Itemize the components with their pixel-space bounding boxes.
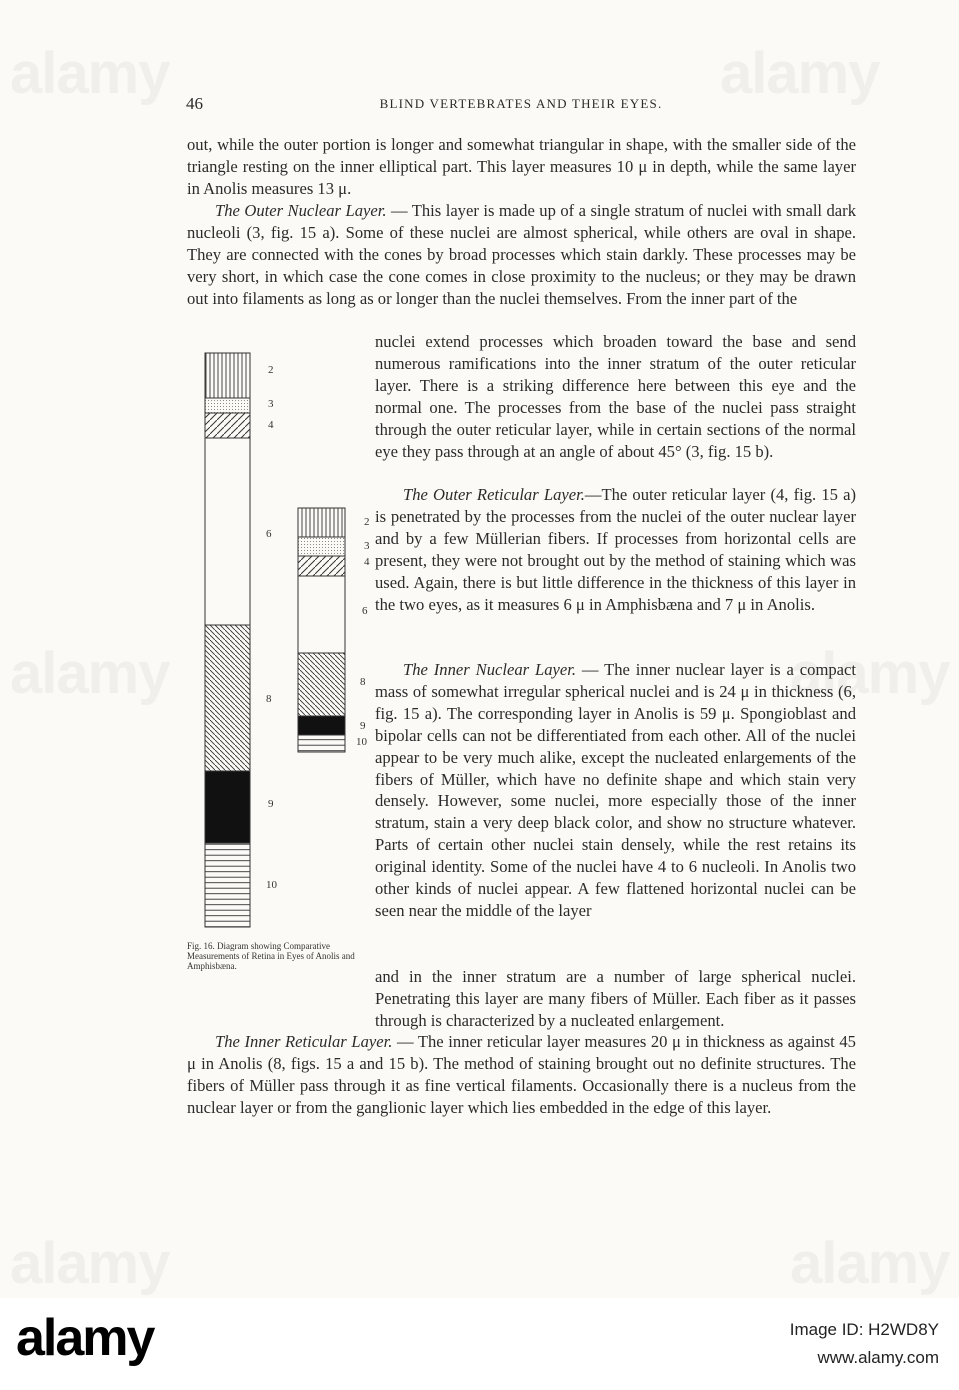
anolis-layer-9	[205, 771, 250, 843]
amphisbaena-layer-9	[298, 716, 345, 735]
paragraph-intro: out, while the outer portion is longer and somewhat triangular in shape, with the smaller side of the triangle resting on the inner elliptical part. This layer measures 10 μ in depth, while the same layer in Anolis measures 13 μ.	[187, 135, 856, 198]
anolis-label-4: 4	[268, 419, 274, 431]
paragraph-inner-reticular: The Inner Reticular Layer. — The inner reticular layer measures 20 μ in thickness as against 45 μ in Anolis (8, figs. 15 a and 15 b). The method of staining brought out no definite structures. The fibers of Müller pass through it as fine vertical filaments. Occasionally there is a nucleus from the nuclear layer or from the ganglionic layer which lies embedded in the edge of this layer.	[187, 1032, 856, 1117]
anolis-label-10: 10	[266, 879, 277, 891]
amphisbaena-label-9: 9	[360, 720, 366, 732]
amphisbaena-layer-3	[298, 537, 345, 556]
anolis-layer-3	[205, 398, 250, 413]
anolis-column	[205, 353, 250, 927]
anolis-layer-6	[205, 438, 250, 625]
heading-inner-nuclear: The Inner Nuclear Layer.	[403, 660, 577, 679]
amphisbaena-column	[298, 508, 345, 752]
stock-footer	[0, 1298, 959, 1390]
amphisbaena-layer-6	[298, 576, 345, 653]
amphisbaena-label-8: 8	[360, 676, 366, 688]
amphisbaena-label-3: 3	[364, 540, 370, 552]
amphisbaena-layer-4	[298, 556, 345, 576]
anolis-layer-4	[205, 413, 250, 438]
paragraph-inner-nuclear: The Inner Nuclear Layer. — The inner nuclear layer is a compact mass of somewhat irregular spherical nuclei and is 24 μ in thickness (6, fig. 15 a). The corresponding layer in Anolis is 59 μ. Spongioblast and bipolar cells can not be differentiated from each other. All of the nuclei appear to be very much alike, except the nucleated enlargements of the fibers of Müller, which have no definite shape and which stain very densely. However, some nuclei, more especially those of the inner stratum, stain a very deep black color, and show no structure whatever. Parts of certain other nuclei stain densely, while the rest retains its original identity. Some of the nuclei have 4 to 6 nucleoli. In Anolis two other kinds of nuclei appear. A few flattened horizontal nuclei can be seen near the middle of the layer	[375, 660, 856, 920]
anolis-layer-10	[205, 843, 250, 927]
anolis-label-3: 3	[268, 398, 274, 410]
book-page: alamy alamy alamy alamy alamy alamy 46 BLIND VERTEBRATES AND THEIR EYES. out, while the outer portion is longer and somewhat triangular in shape, with the smaller side of the triangle resting on the inner elliptical part. This layer measures 10 μ in depth, while the same layer in Anolis measures 13 μ. The Outer Nuclear Layer. — This layer is made up of a single stratum of nuclei with small dark nucleoli (3, fig. 15 a). Some of these nuclei are almost spherical, while others are oval in shape. They are connected with the cones by broad processes which stain darkly. These processes may be very short, in which case the cone comes in close proximity to the nucleus; or they may be drawn out into filaments as long as or longer than the nuclei themselves. From the inner part of the nuclei extend processes which broaden toward the base and send numerous ramifications into the inner stratum of the outer reticular layer. There is a striking difference here between this eye and the normal one. The processes from the base of the nuclei pass straight through the outer reticular layer, while in certain sections of the normal eye they pass through at an angle of about 45° (3, fig. 15 b). The Outer Reticular Layer.—The outer reticular layer (4, fig. 15 a) is penetrated by the processes from the nuclei of the outer nuclear layer and by a few Müllerian fibers. If processes from horizontal cells are present, they were not brought out by the method of staining which was used. Again, there is but little difference in the thickness of this layer in the two eyes, as it measures 6 μ in Amphisbæna and 7 μ in Anolis. The Inner Nuclear Layer. — The inner nuclear layer is a compact mass of somewhat irregular spherical nuclei and is 24 μ in thickness (6, fig. 15 a). The corresponding layer in Anolis is 59 μ. Spongioblast and bipolar cells can not be differentiated from each other. All of the nuclei appear to be very much alike, except the nucleated enlargements of the fibers of Müller, which have no definite shape and which stain very densely. However, some nuclei, more especially those of the inner stratum, stain a very deep black color, and show no structure whatever. Parts of certain other nuclei stain densely, while the rest retains its original identity. Some of the nuclei have 4 to 6 nucleoli. In Anolis two other kinds of nuclei appear. A few flattened horizontal nuclei can be seen near the middle of the layer and in the inner stratum are a number of large spherical nuclei. Penetrating this layer are many fibers of Müller. Each fiber as it passes through is characterized by a nucleated enlargement. The Inner Reticular Layer. — The inner reticular layer measures 20 μ in thickness as against 45 μ in Anolis (8, figs. 15 a and 15 b). The method of staining brought out no definite structures. The fibers of Müller pass through it as fine vertical filaments. Occasionally there is a nucleus from the nuclear layer or from the ganglionic layer which lies embedded in the edge of this layer. 2 3 4 6 8 9 10 2 3 4 6 8 9 10 Fig. 16. Diagram showing Comparative Measurements of Retina in Eyes of Anolis and Amphisbæna.	[0, 0, 959, 1298]
page-header	[186, 94, 856, 116]
anolis-label-2: 2	[268, 364, 274, 376]
paragraph-outer-nuclear-continued: nuclei extend processes which broaden toward the base and send numerous ramifications into the inner stratum of the outer reticular layer. There is a striking difference here between this eye and the normal one. The processes from the base of the nuclei pass straight through the outer reticular layer, while in certain sections of the normal eye they pass through at an angle of about 45° (3, fig. 15 b).	[375, 332, 856, 461]
alamy-logo[interactable]: alamy	[16, 1309, 154, 1367]
image-id: Image ID: H2WD8Y	[789, 1320, 939, 1339]
paragraph-outer-reticular: The Outer Reticular Layer.—The outer reticular layer (4, fig. 15 a) is penetrated by the processes from the nuclei of the outer nuclear layer and by a few Müllerian fibers. If processes from horizontal cells are present, they were not brought out by the method of staining which was used. Again, there is but little difference in the thickness of this layer in the two eyes, as it measures 6 μ in Amphisbæna and 7 μ in Anolis.	[375, 485, 856, 614]
amphisbaena-layer-10	[298, 735, 345, 752]
amphisbaena-label-2: 2	[364, 516, 370, 528]
amphisbaena-label-10: 10	[356, 736, 367, 748]
anolis-layer-8	[205, 625, 250, 771]
anolis-layer-2	[205, 353, 250, 398]
amphisbaena-label-4: 4	[364, 556, 370, 568]
heading-outer-nuclear: The Outer Nuclear Layer.	[215, 201, 387, 220]
heading-inner-reticular: The Inner Reticular Layer.	[215, 1032, 393, 1051]
anolis-label-9: 9	[268, 798, 274, 810]
figure-caption: Fig. 16. Diagram showing Comparative Measurements of Retina in Eyes of Anolis and Amphisbæna.	[187, 941, 355, 971]
page-number: 46	[186, 94, 203, 113]
amphisbaena-label-6: 6	[362, 605, 368, 617]
anolis-label-8: 8	[266, 693, 272, 705]
paragraph-outer-nuclear: The Outer Nuclear Layer. — This layer is made up of a single stratum of nuclei with small dark nucleoli (3, fig. 15 a). Some of these nuclei are almost spherical, while others are oval in shape. They are connected with the cones by broad processes which stain darkly. These processes may be very short, in which case the cone comes in close proximity to the nucleus; or they may be drawn out into filaments as long as or longer than the nuclei themselves. From the inner part of the	[187, 201, 856, 308]
alamy-url[interactable]: www.alamy.com	[817, 1348, 939, 1367]
paragraph-inner-nuclear-continued: and in the inner stratum are a number of large spherical nuclei. Penetrating this layer are many fibers of Müller. Each fiber as it passes through is characterized by a nucleated enlargement.	[375, 967, 856, 1030]
running-title: BLIND VERTEBRATES AND THEIR EYES.	[379, 96, 663, 111]
anolis-label-6: 6	[266, 528, 272, 540]
amphisbaena-layer-2	[298, 508, 345, 537]
heading-outer-reticular: The Outer Reticular Layer.	[403, 485, 585, 504]
amphisbaena-layer-8	[298, 653, 345, 716]
